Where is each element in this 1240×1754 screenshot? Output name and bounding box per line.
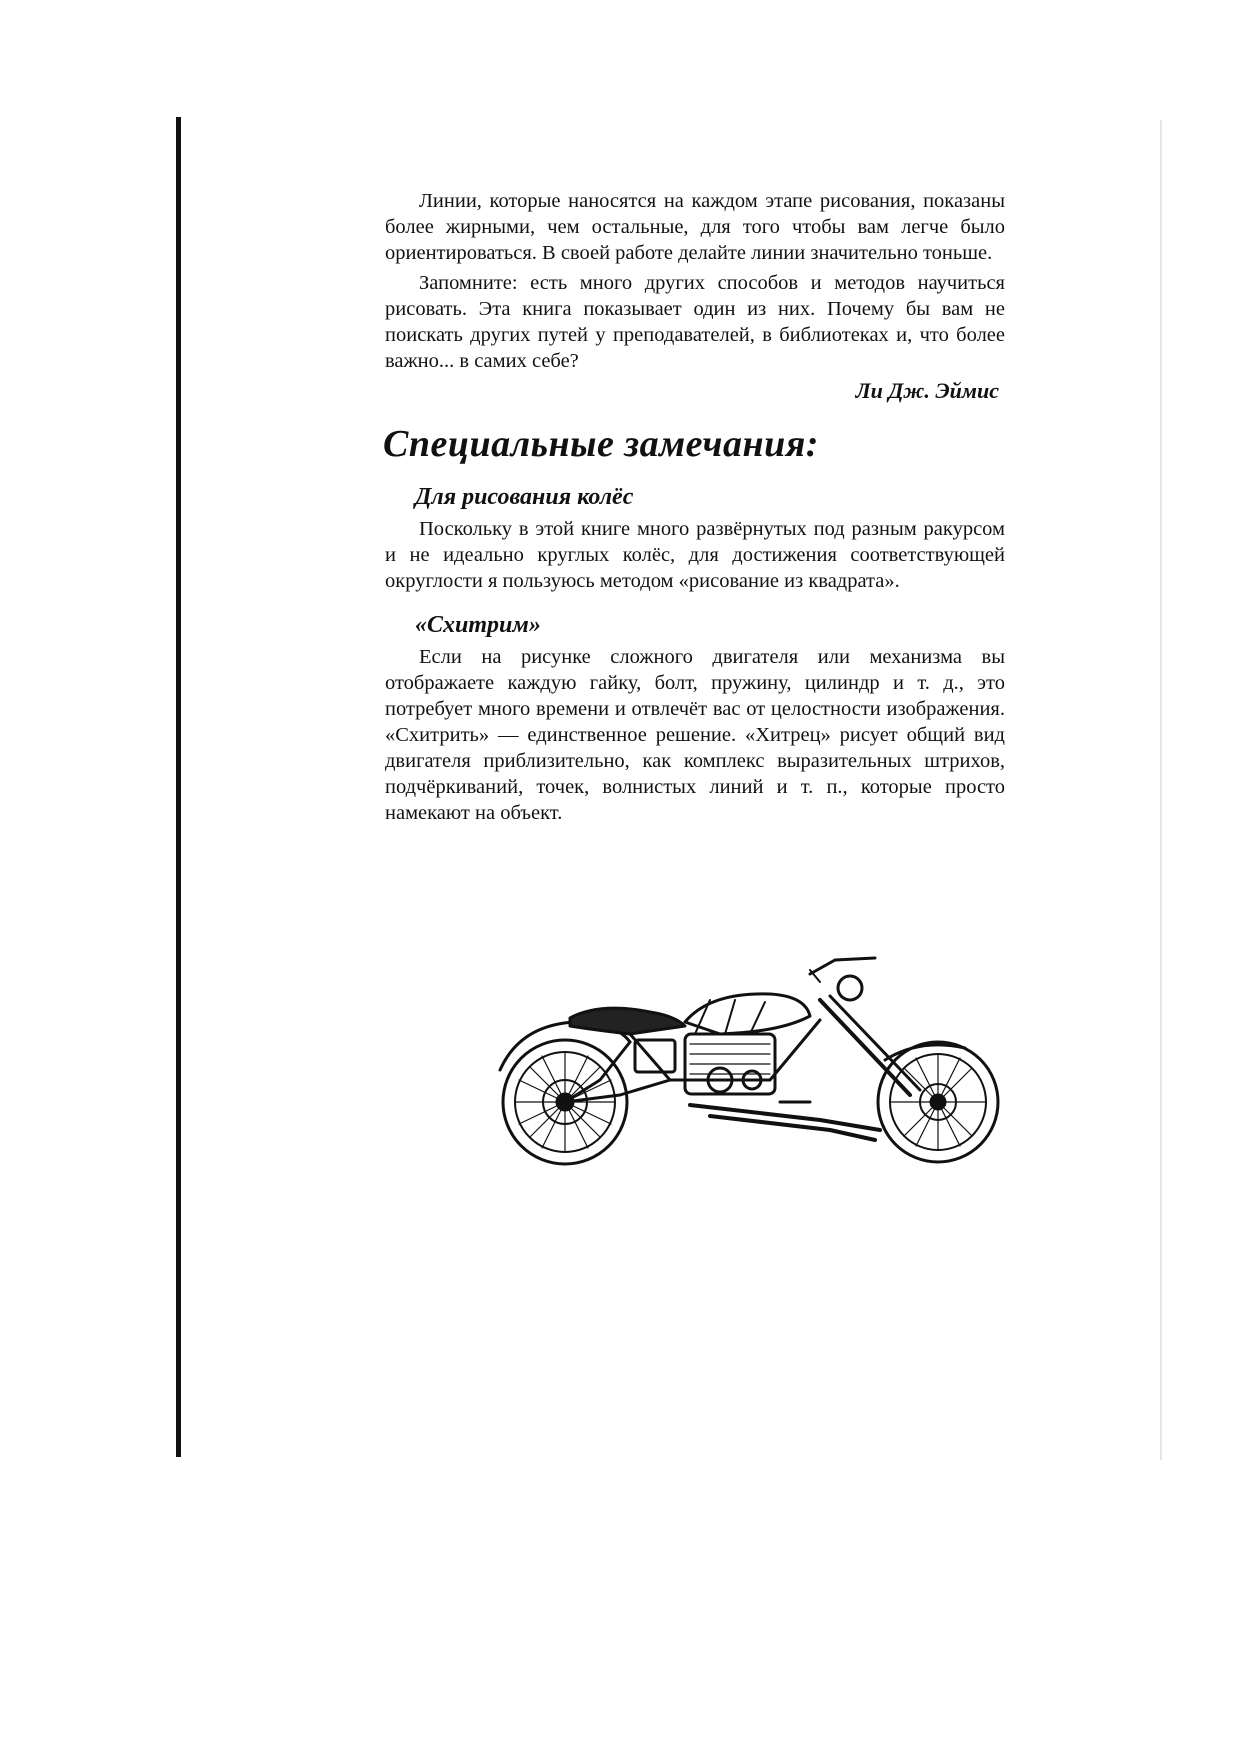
headlight-icon [838,976,862,1000]
seat-icon [570,1008,685,1034]
scan-edge-right [1160,120,1162,1460]
motorcycle-illustration [480,930,1020,1170]
special-notes-heading: Специальные замечания: [383,423,819,465]
intro-paragraph-2: Запомните: есть много других способов и методов научиться рисовать. Эта книга показывает один из них. Почему бы вам не поискать других путей у преподавателей, в библиотеках и, что более важно... в самих себе? [385,272,1005,372]
text-column [385,188,1005,830]
scan-edge-left [176,117,181,1457]
cheat-paragraph: Если на рисунке сложного двигателя или механизма вы отображаете каждую гайку, болт, пружину, цилиндр и т. д., это потребует много времени и отвлечёт вас от целостности изображения. «Схитрить» — единственное решение. «Хитрец» рисует общий вид двигателя приблизительно, как комплекс выразительных штрихов, подчёркиваний, точек, волнистых линий и т. п., которые просто намекают на объект. [385,646,1005,824]
author-signature: Ли Дж. Эймис [855,378,999,403]
intro-paragraph-1: Линии, которые наносятся на каждом этапе рисования, показаны более жирными, чем остальные, для того чтобы вам легче было ориентироваться. В своей работе делайте линии значительно тоньше. [385,190,1005,264]
wheels-paragraph: Поскольку в этой книге много развёрнутых под разным ракурсом и не идеально круглых колёс, для достижения соответствующей округлости я пользуюсь методом «рисование из квадрата». [385,518,1005,592]
wheels-heading: Для рисования колёс [415,484,634,510]
cheat-heading: «Схитрим» [415,612,541,638]
